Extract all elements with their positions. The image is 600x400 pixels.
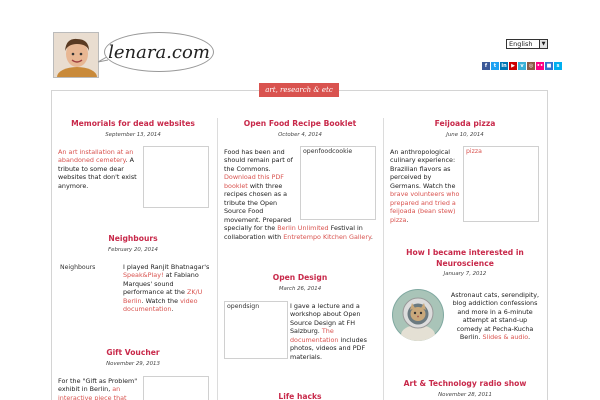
post-link[interactable]: An art installation at an abandoned cemetery	[58, 148, 134, 165]
skype-icon[interactable]: s	[554, 62, 562, 70]
column-divider	[383, 118, 384, 400]
post-thumbnail[interactable]: Neighbours	[57, 262, 121, 318]
social-links	[482, 62, 562, 70]
flickr-icon[interactable]: ••	[536, 63, 544, 69]
post-date: October 4, 2014	[278, 131, 322, 138]
column-divider	[217, 118, 218, 400]
delicious-icon[interactable]: ■	[546, 63, 552, 69]
post-excerpt: I played Ranjit Bhatnagar's Speak&Play! at Fabiano Marques' sound performance at the ZK/U Berlin. Watch the video documentation.	[123, 263, 210, 314]
post-excerpt: An art installation at an abandoned cemetery. A tribute to some dear websites that don't exist anymore.	[58, 148, 137, 190]
post-link[interactable]: Entretempo Kitchen Gallery	[283, 232, 371, 241]
post-thumbnail[interactable]: opendsign	[224, 301, 288, 359]
post-title[interactable]: Neighbours	[108, 234, 158, 243]
astronaut-cat-image[interactable]	[392, 289, 444, 341]
site-title-bubble[interactable]	[104, 32, 214, 72]
post-radio-show	[390, 379, 540, 399]
post-life-hacks	[224, 392, 376, 400]
tagline-banner: art, research & etc	[259, 83, 339, 97]
post-date: November 29, 2013	[106, 360, 160, 367]
post-title[interactable]: How I became interested in Neuroscience	[406, 248, 524, 268]
post-excerpt: Astronaut cats, serendipity, blog addiction confessions and more in a 6-minute attempt at stand-up comedy at Pecha-Kucha Berlin. Slides & audio.	[450, 291, 540, 342]
post-title[interactable]: Open Design	[272, 273, 328, 282]
post-gift-voucher	[58, 348, 208, 368]
facebook-icon[interactable]: f	[482, 62, 490, 70]
post-title[interactable]: Gift Voucher	[106, 348, 160, 357]
post-link[interactable]: brave volunteers who prepared and tried a feijoada (bean stew) pizza	[390, 190, 460, 224]
post-link[interactable]: video documentation	[123, 296, 198, 314]
post-link[interactable]: Download this PDF booklet	[224, 173, 284, 190]
post-thumbnail[interactable]: pizza	[463, 146, 539, 222]
post-feijoada	[390, 119, 540, 139]
post-date: January 7, 2012	[443, 271, 487, 278]
post-date: November 28, 2011	[438, 391, 492, 398]
language-selected: English	[509, 40, 533, 48]
post-title[interactable]: Memorials for dead websites	[71, 119, 195, 128]
post-link[interactable]: Berlin Unlimited	[277, 224, 329, 233]
post-title[interactable]: Feijoada pizza	[434, 119, 496, 128]
post-thumbnail[interactable]	[143, 376, 209, 400]
post-memorials	[58, 119, 208, 139]
post-date: March 26, 2014	[278, 285, 322, 292]
vimeo-icon[interactable]: v	[518, 62, 526, 70]
post-title[interactable]: Art & Technology radio show	[403, 379, 527, 388]
post-link[interactable]: Slides & audio	[482, 333, 529, 342]
post-neighbours	[58, 234, 208, 254]
post-open-design	[224, 273, 376, 293]
post-thumbnail[interactable]	[143, 146, 209, 208]
post-date: September 13, 2014	[105, 131, 161, 138]
post-neuroscience	[390, 248, 540, 278]
post-excerpt: Food has been and should remain part of the Commons. Download this PDF booklet with three recipes chosen as a tribute the Open Source Food movement. Prepared specially for the Berlin Unlimited Festival in collaboration with Entretempo Kitchen Gallery.	[224, 148, 373, 241]
post-date: February 20, 2014	[108, 246, 158, 253]
post-excerpt: An anthropological culinary experience: Brazilian flavors as perceived by Germans. Watch the brave volunteers who prepared and tried a feijoada (bean stew) pizza.	[390, 148, 460, 224]
post-link[interactable]: an interactive piece that	[58, 385, 127, 400]
post-excerpt: For the "Gift as Problem" exhibit in Berlin, an interactive piece that	[58, 377, 138, 400]
chevron-down-icon[interactable]: ▼	[539, 40, 547, 48]
post-open-food	[224, 119, 376, 139]
youtube-icon[interactable]: ▶	[509, 62, 517, 70]
post-link[interactable]: The documentation	[290, 327, 339, 344]
post-title[interactable]: Life hacks	[278, 392, 322, 400]
site-title[interactable]: lenara.com	[108, 42, 210, 63]
post-title[interactable]: Open Food Recipe Booklet	[243, 119, 357, 128]
post-excerpt: I gave a lecture and a workshop about Open Source Design at FH Salzburg. The documentation includes photos, videos and PDF materials.	[290, 302, 367, 361]
avatar[interactable]	[53, 32, 99, 78]
linkedin-icon[interactable]: in	[501, 63, 507, 69]
instagram-icon[interactable]: ◎	[528, 63, 534, 69]
post-date: June 10, 2014	[446, 131, 484, 138]
language-select[interactable]	[506, 39, 548, 49]
twitter-icon[interactable]: t	[491, 62, 499, 70]
post-link[interactable]: ZK/U Berlin	[123, 288, 203, 305]
post-link[interactable]: Speak&Play!	[123, 271, 164, 280]
post-thumbnail[interactable]: openfoodcookie	[300, 146, 376, 220]
